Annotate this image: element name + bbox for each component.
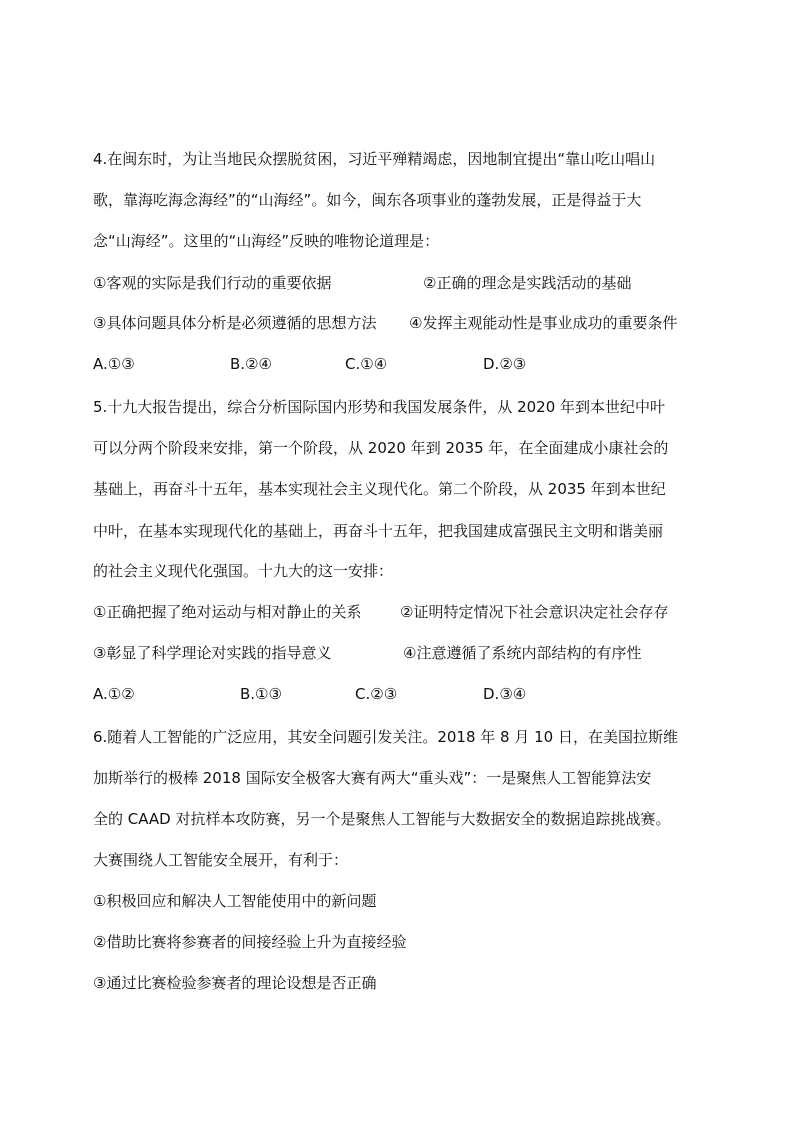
q6-stem-line-1: 6.随着人工智能的广泛应用，其安全问题引发关注。2018 年 8 月 10 日，在美国拉斯维 (93, 728, 678, 746)
q5-option-b[interactable]: B.①③ (240, 685, 282, 703)
q5-item-2: ②证明特定情况下社会意识决定社会存存 (400, 603, 669, 621)
q5-stem-line-2: 可以分两个阶段来安排，第一个阶段，从 2020 年到 2035 年，在全面建成小康社会的 (93, 439, 669, 457)
q4-options (93, 354, 703, 374)
q5-option-d[interactable]: D.③④ (483, 685, 527, 703)
q4-item-2: ②正确的理念是实践活动的基础 (423, 274, 632, 292)
q5-stem-line-3: 基础上，再奋斗十五年，基本实现社会主义现代化。第二个阶段，从 2035 年到本世纪 (93, 480, 666, 498)
q5-item-3: ③彰显了科学理论对实践的指导意义 (93, 644, 332, 662)
q4-stem-line-1: 4.在闽东时，为让当地民众摆脱贫困，习近平殚精竭虑，因地制宜提出“靠山吃山唱山 (93, 150, 656, 168)
q6-stem-line-4: 大赛围绕人工智能安全展开，有利于： (93, 851, 349, 869)
q6-item-1: ①积极回应和解决人工智能使用中的新问题 (93, 892, 377, 910)
q5-option-c[interactable]: C.②③ (355, 685, 398, 703)
q4-stem-line-2: 歌，靠海吃海念海经”的“山海经”。如今，闽东各项事业的蓬勃发展，正是得益于大 (93, 191, 642, 209)
q6-stem-line-3: 全的 CAAD 对抗样本攻防赛，另一个是聚焦人工智能与大数据安全的数据追踪挑战赛。 (93, 810, 671, 828)
q4-option-c[interactable]: C.①④ (345, 355, 388, 373)
q5-stem-line-4: 中叶，在基本实现现代化的基础上，再奋斗十五年，把我国建成富强民主文明和谐美丽 (93, 522, 664, 540)
q4-option-b[interactable]: B.②④ (230, 355, 272, 373)
q5-options (93, 684, 703, 704)
q6-stem-line-2: 加斯举行的极棒 2018 国际安全极客大赛有两大“重头戏”：一是聚焦人工智能算法安 (93, 769, 652, 787)
q4-item-1: ①客观的实际是我们行动的重要依据 (93, 274, 332, 292)
q6-item-2: ②借助比赛将参赛者的间接经验上升为直接经验 (93, 933, 407, 951)
q5-stem-line-5: 的社会主义现代化强国。十九大的这一安排： (93, 562, 394, 580)
q4-stem-line-3: 念“山海经”。这里的“山海经”反映的唯物论道理是： (93, 232, 440, 250)
q4-option-d[interactable]: D.②③ (483, 355, 527, 373)
q6-item-3: ③通过比赛检验参赛者的理论设想是否正确 (93, 974, 377, 992)
q5-option-a[interactable]: A.①② (93, 685, 135, 703)
q4-item-4: ④发挥主观能动性是事业成功的重要条件 (409, 314, 678, 332)
q5-item-1: ①正确把握了绝对运动与相对静止的关系 (93, 603, 362, 621)
q5-item-4: ④注意遵循了系统内部结构的有序性 (403, 644, 642, 662)
q5-stem-line-1: 5.十九大报告提出，综合分析国际国内形势和我国发展条件，从 2020 年到本世纪中叶 (93, 398, 666, 416)
q4-option-a[interactable]: A.①③ (93, 355, 135, 373)
q4-item-3: ③具体问题具体分析是必须遵循的思想方法 (93, 314, 377, 332)
